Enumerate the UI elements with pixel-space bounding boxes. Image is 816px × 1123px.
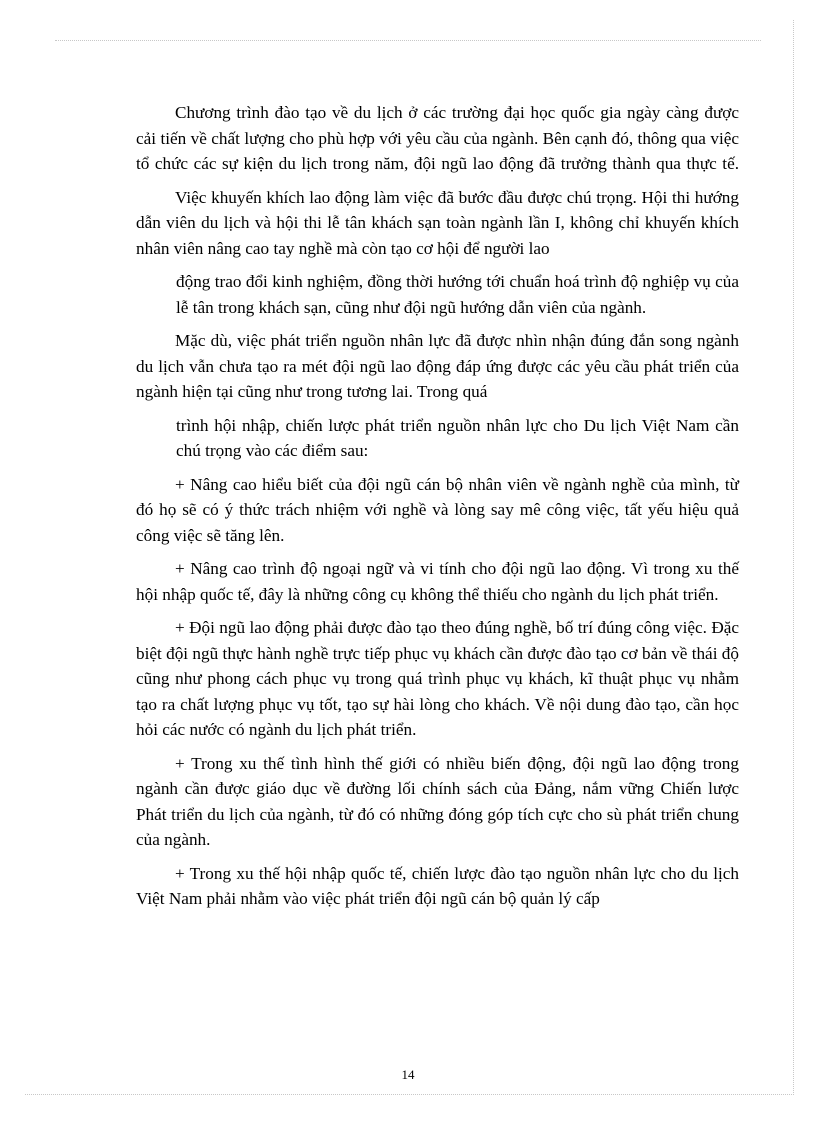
page-border-bottom — [25, 1094, 794, 1095]
paragraph-encouragement: Việc khuyến khích lao động làm việc đã bước đầu được chú trọng. Hội thi hướng dẫn viên du lịch và hội thi lễ tân khách sạn toàn ngành lần I, không chỉ khuyến khích nhân viên nâng cao tay nghề mà còn tạo cơ hội để người lao — [136, 187, 739, 258]
page-number: 14 — [401, 1067, 415, 1082]
page-border-right — [793, 20, 794, 1095]
paragraph-encouragement-continued: động trao đổi kinh nghiệm, đồng thời hướng tới chuẩn hoá trình độ nghiệp vụ của lễ tân trong khách sạn, cũng như đội ngũ hướng dẫn viên của ngành. — [176, 272, 739, 317]
bullet-awareness: + Nâng cao hiểu biết của đội ngũ cán bộ nhân viên về ngành nghề của mình, từ đó họ sẽ có ý thức trách nhiệm với nghề và lòng say mê công việc, tất yếu hiệu quả công việc sẽ tăng lên. — [136, 474, 739, 545]
bullet-management-staff: + Trong xu thế hội nhập quốc tế, chiến lược đào tạo nguồn nhân lực cho du lịch Việt Nam phải nhằm vào việc phát triển đội ngũ cán bộ quản lý cấp — [136, 863, 739, 908]
paragraph-training-program: Chương trình đào tạo về du lịch ở các trường đại học quốc gia ngày càng được cải tiến về chất lượng cho phù hợp với yêu cầu của ngành. Bên cạnh đó, thông qua việc tổ chức các sự kiện du lịch trong năm, đội ngũ lao động đã trưởng thành qua thực tế. — [136, 103, 739, 173]
paragraph-integration-strategy: trình hội nhập, chiến lược phát triển nguồn nhân lực cho Du lịch Việt Nam cần chú trọng vào các điểm sau: — [176, 415, 739, 460]
page-body — [136, 100, 739, 920]
bullet-language-computer: + Nâng cao trình độ ngoại ngữ và vi tính cho đội ngũ lao động. Vì trong xu thế hội nhập quốc tế, đây là những công cụ không thể thiếu cho ngành du lịch phát triển. — [136, 559, 739, 604]
paragraph-although: Mặc dù, việc phát triển nguồn nhân lực đã được nhìn nhận đúng đắn song ngành du lịch vẫn chưa tạo ra mét đội ngũ lao động đáp ứng được các yêu cầu phát triển của ngành hiện tại cũng như trong tương lai. Trong quá — [136, 331, 739, 401]
page-border-top — [55, 40, 761, 41]
bullet-proper-training: + Đội ngũ lao động phải được đào tạo theo đúng nghề, bố trí đúng công việc. Đặc biệt đội ngũ thực hành nghề trực tiếp phục vụ khách cần được đào tạo cơ bản về thái độ cũng như phong cách phục vụ trong quá trình phục vụ khách, kĩ thuật phục vụ nhằm tạo ra chất lượng phục vụ tốt, tạo sự hài lòng cho khách. Về nội dung đào tạo, cần học hỏi các nước có ngành du lịch phát triển. — [136, 618, 739, 739]
bullet-political-education: + Trong xu thế tình hình thế giới có nhiều biến động, đội ngũ lao động trong ngành cần được giáo dục về đường lối chính sách của Đảng, nắm vững Chiến lược Phát triển du lịch của ngành, từ đó có những đóng góp tích cực cho sù phát triển chung của ngành. — [136, 753, 739, 849]
